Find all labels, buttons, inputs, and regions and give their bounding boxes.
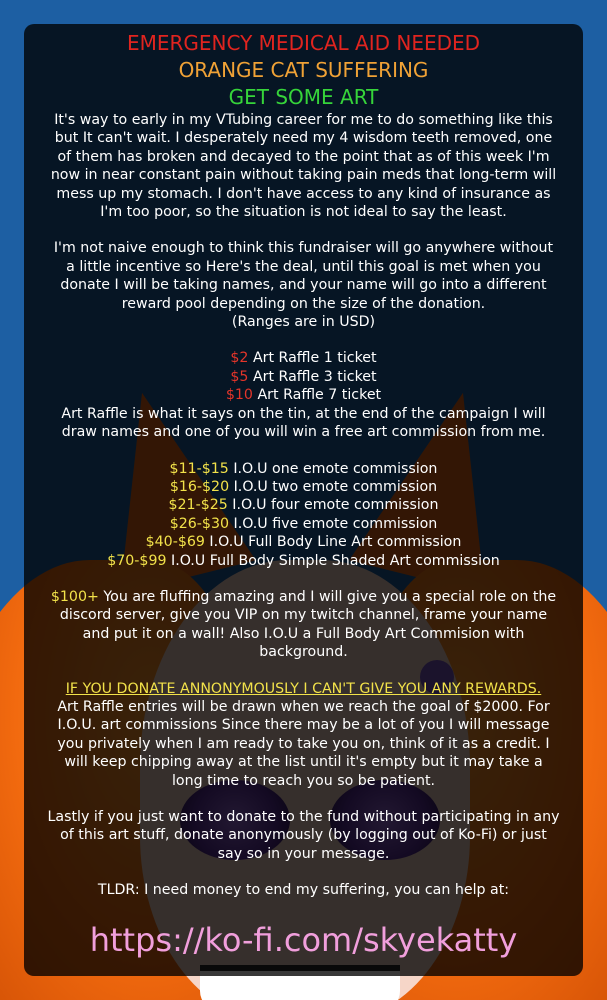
rules-line: will keep chipping away at the list until it's empty but it may take a: [64, 754, 543, 771]
tier-reward: You are fluffing amazing and I will give you a special role on the: [98, 588, 557, 605]
tldr-text: TLDR: I need money to end my suffering, you can help at:: [97, 882, 510, 899]
raffle-tier: [32, 368, 575, 386]
rules-line: long time to reach you so be patient.: [171, 772, 436, 789]
incentive-line: reward pool depending on the size of the donation.: [121, 295, 486, 312]
top-tier-line: background.: [259, 644, 348, 661]
lastly-line: say so in your message.: [217, 845, 390, 862]
anonymous-warning: IF YOU DONATE ANNONYMOUSLY I CAN'T GIVE YOU ANY REWARDS.: [65, 680, 542, 697]
iou-tier: [32, 460, 575, 478]
incentive-paragraph: [32, 239, 575, 331]
iou-tier: [32, 515, 575, 533]
tier-reward: Art Raffle 3 ticket: [248, 368, 377, 385]
tier-reward: I.O.U one emote commission: [228, 460, 438, 477]
rules-line: you privately when I am ready to take you on, think of it as a credit. I: [57, 735, 550, 752]
raffle-tier: [32, 386, 575, 404]
tier-amount: $5: [230, 368, 249, 385]
tier-reward: I.O.U Full Body Simple Shaded Art commission: [166, 552, 500, 569]
rules-line: I.O.U. art commissions Since there may be a lot of you I will message: [57, 717, 550, 734]
top-tier-line: [32, 588, 575, 606]
top-tier-line: and put it on a wall! Also I.O.U a Full Body Art Commision with: [82, 625, 525, 642]
kofi-link[interactable]: https://ko-fi.com/skyekatty: [89, 920, 518, 959]
tier-reward: I.O.U Full Body Line Art commission: [204, 534, 462, 551]
tier-reward: Art Raffle 7 ticket: [252, 387, 382, 404]
iou-tier: [32, 552, 575, 570]
incentive-line: donate I will be taking names, and your name will go into a different: [60, 277, 547, 294]
incentive-line: a little incentive so Here's the deal, until this goal is met when you: [66, 258, 541, 275]
raffle-tier: [32, 349, 575, 367]
intro-line: I'm too poor, so the situation is not ideal to say the least.: [100, 204, 507, 221]
lastly-line: of this art stuff, donate anonymously (by logging out of Ko-Fi) or just: [60, 827, 547, 844]
tier-reward: I.O.U four emote commission: [227, 497, 439, 514]
tier-amount: $2: [230, 350, 249, 367]
tier-reward: I.O.U two emote commission: [229, 478, 438, 495]
tier-amount: $70-$99: [107, 552, 167, 569]
top-tier-line: discord server, give you VIP on my twitch channel, frame your name: [59, 607, 548, 624]
heading-orange-cat: ORANGE CAT SUFFERING: [178, 58, 429, 82]
heading-emergency: EMERGENCY MEDICAL AID NEEDED: [126, 31, 481, 55]
tier-reward: I.O.U five emote commission: [229, 515, 438, 532]
intro-line: of them has broken and decayed to the point that as of this week I'm: [57, 148, 550, 165]
intro-paragraph: [32, 111, 575, 221]
iou-tiers: [32, 460, 575, 570]
intro-line: mess up my stomach. I don't have access to any kind of insurance as: [56, 185, 551, 202]
top-tier: [32, 588, 575, 662]
tier-amount: $100+: [50, 588, 99, 605]
intro-line: but It can't wait. I desperately need my 4 wisdom teeth removed, one: [54, 130, 553, 147]
iou-tier: [32, 496, 575, 514]
tier-amount: $11-$15: [169, 460, 229, 477]
tier-reward: Art Raffle 1 ticket: [248, 350, 377, 367]
incentive-line: I'm not naive enough to think this fundraiser will go anywhere without: [53, 240, 554, 257]
info-panel: [24, 24, 583, 976]
tier-amount: $26-$30: [169, 515, 229, 532]
raffle-note-line: draw names and one of you will win a free art commission from me.: [61, 424, 546, 441]
tier-amount: $40-$69: [145, 534, 205, 551]
heading-get-art: GET SOME ART: [228, 85, 379, 109]
intro-line: It's way to early in my VTubing career for me to do something like this: [54, 112, 553, 128]
iou-tier: [32, 533, 575, 551]
lastly-paragraph: [32, 808, 575, 863]
lastly-line: Lastly if you just want to donate to the fund without participating in any: [47, 809, 560, 825]
incentive-line: (Ranges are in USD): [231, 314, 376, 331]
raffle-tiers: [32, 349, 575, 441]
rules-line: Art Raffle entries will be drawn when we reach the goal of $2000. For: [57, 698, 550, 715]
iou-tier: [32, 478, 575, 496]
raffle-note-line: Art Raffle is what it says on the tin, at the end of the campaign I will: [61, 405, 546, 422]
tier-amount: $10: [225, 387, 253, 404]
tier-amount: $21-$25: [168, 497, 228, 514]
rules-paragraph: [32, 680, 575, 790]
intro-line: now in near constant pain without taking pain meds that long-term will: [50, 167, 557, 184]
tier-amount: $16-$20: [169, 478, 230, 495]
